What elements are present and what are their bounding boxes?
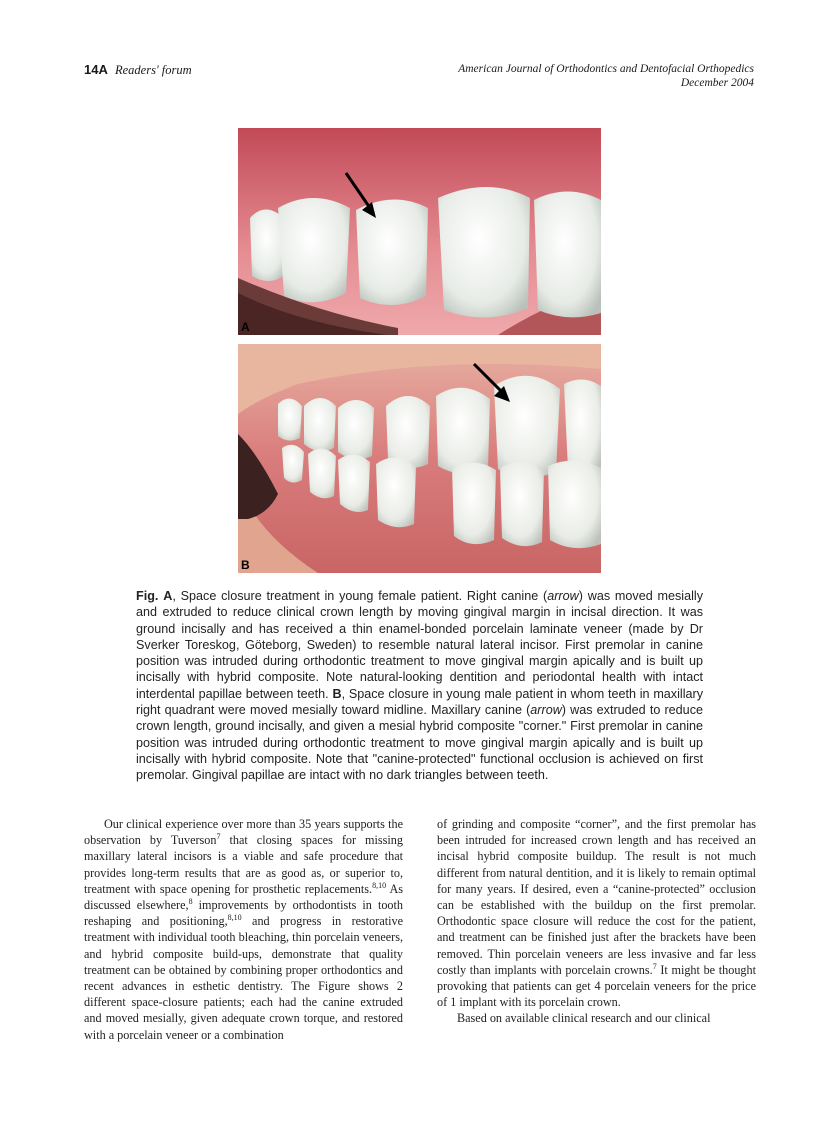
text-run: It might be thought provoking that patients can get 4 porcelain veneers for the price of 1 implant with its porcelain crown. [437, 962, 756, 1010]
figure-photo-b [238, 344, 601, 573]
text-run: improvements by orthodontists in tooth reshaping and positioning, [84, 898, 403, 929]
journal-title: American Journal of Orthodontics and Dentofacial Orthopedics [458, 63, 754, 75]
caption-fig-label: Fig. [136, 589, 159, 603]
paragraph: Based on available clinical research and our clinical [457, 1011, 711, 1026]
section-title: Readers' forum [114, 63, 192, 77]
running-header-right [458, 62, 754, 90]
caption-arrow-word-b: arrow [530, 703, 562, 718]
citation-ref: 8,10 [372, 880, 387, 890]
figure-caption [136, 588, 703, 784]
paragraph [437, 816, 756, 1010]
photo-b-illustration [238, 344, 601, 573]
caption-b-text-2: ) was extruded to reduce crown length, ground incisally, and given a mesial hybrid composite "corner." First premolar in canine position was intruded during orthodontic treatment to move gingival margin apically and is built up incisally with hybrid composite. Note that "canine-protected" functional occlusion is achieved on first premolar. Gingival papillae are intact with no dark triangles between teeth. [136, 703, 703, 783]
citation-ref: 8 [188, 896, 193, 906]
caption-arrow-word-a: arrow [547, 589, 579, 603]
citation-ref: 8,10 [227, 913, 242, 923]
photo-a-illustration [238, 128, 601, 335]
panel-label-a: A [241, 320, 250, 334]
text-run: As discussed elsewhere, [84, 881, 404, 913]
caption-a-text-2: ) was moved mesially and extruded to reduce clinical crown length by moving gingival margin in incisal direction. It was ground incisally and has received a thin enamel-bonded porcelain laminate veneer (made by Dr Sverker Toreskog, Göteborg, Sweden) to resemble natural lateral incisor. First premolar in canine position was intruded during orthodontic treatment to move gingival margin apically and is built up incisally with hybrid composite. Note natural-looking dentition and periodontal health with intact interdental papillae between teeth. [136, 589, 704, 701]
panel-label-b: B [241, 558, 250, 572]
citation-ref: 7 [216, 832, 221, 842]
caption-a-text-1: , Space closure treatment in young female patient. Right canine ( [172, 589, 548, 603]
caption-b-text-1: , Space closure in young male patient in whom teeth in maxillary right quadrant were moved mesially toward midline. Maxillary canine ( [136, 686, 703, 718]
body-column-left [84, 816, 403, 1043]
caption-panel-b-label: B [332, 686, 342, 701]
text-run: that closing spaces for missing maxillary lateral incisors is a viable and safe procedure that provides long-term results that are as good as, or superior to, treatment with space opening for prosthetic replacements. [84, 833, 403, 896]
figure-photo-a [238, 128, 601, 335]
issue-date: December 2004 [680, 77, 754, 89]
caption-panel-a-label: A [163, 589, 173, 603]
text-run: Our clinical experience over more than 35 years supports the observation by Tuverson [84, 817, 403, 848]
text-run: and progress in restorative treatment with individual tooth bleaching, thin porcelain veneers, and hybrid composite build-ups, demonstrate that quality treatment can be obtained by combining proper orthodontics and recent advances in esthetic dentistry. The Figure shows 2 different space-closure patients; each had the canine extruded and moved mesially, given adequate crown torque, and restored with a porcelain veneer or a combination [84, 914, 404, 1042]
citation-ref: 7 [652, 961, 657, 971]
body-column-right [437, 816, 756, 1027]
paragraph [84, 816, 403, 1043]
running-header-left [84, 62, 192, 78]
text-run: of grinding and composite “corner”, and the first premolar has been intruded for increased crown length and has received an incisal hybrid composite buildup. The result is not much different from natural dentition, and it is likely to remain optimal for many years. If desired, even a “canine-protected” occlusion can be established with the buildup on the first premolar. Orthodontic space closure will reduce the cost for the patient, and treatment can be finished just after the brackets have been removed. Thin porcelain veneers are less invasive and far less costly than implants with porcelain crowns. [437, 817, 756, 977]
page-number: 14A [84, 62, 108, 77]
